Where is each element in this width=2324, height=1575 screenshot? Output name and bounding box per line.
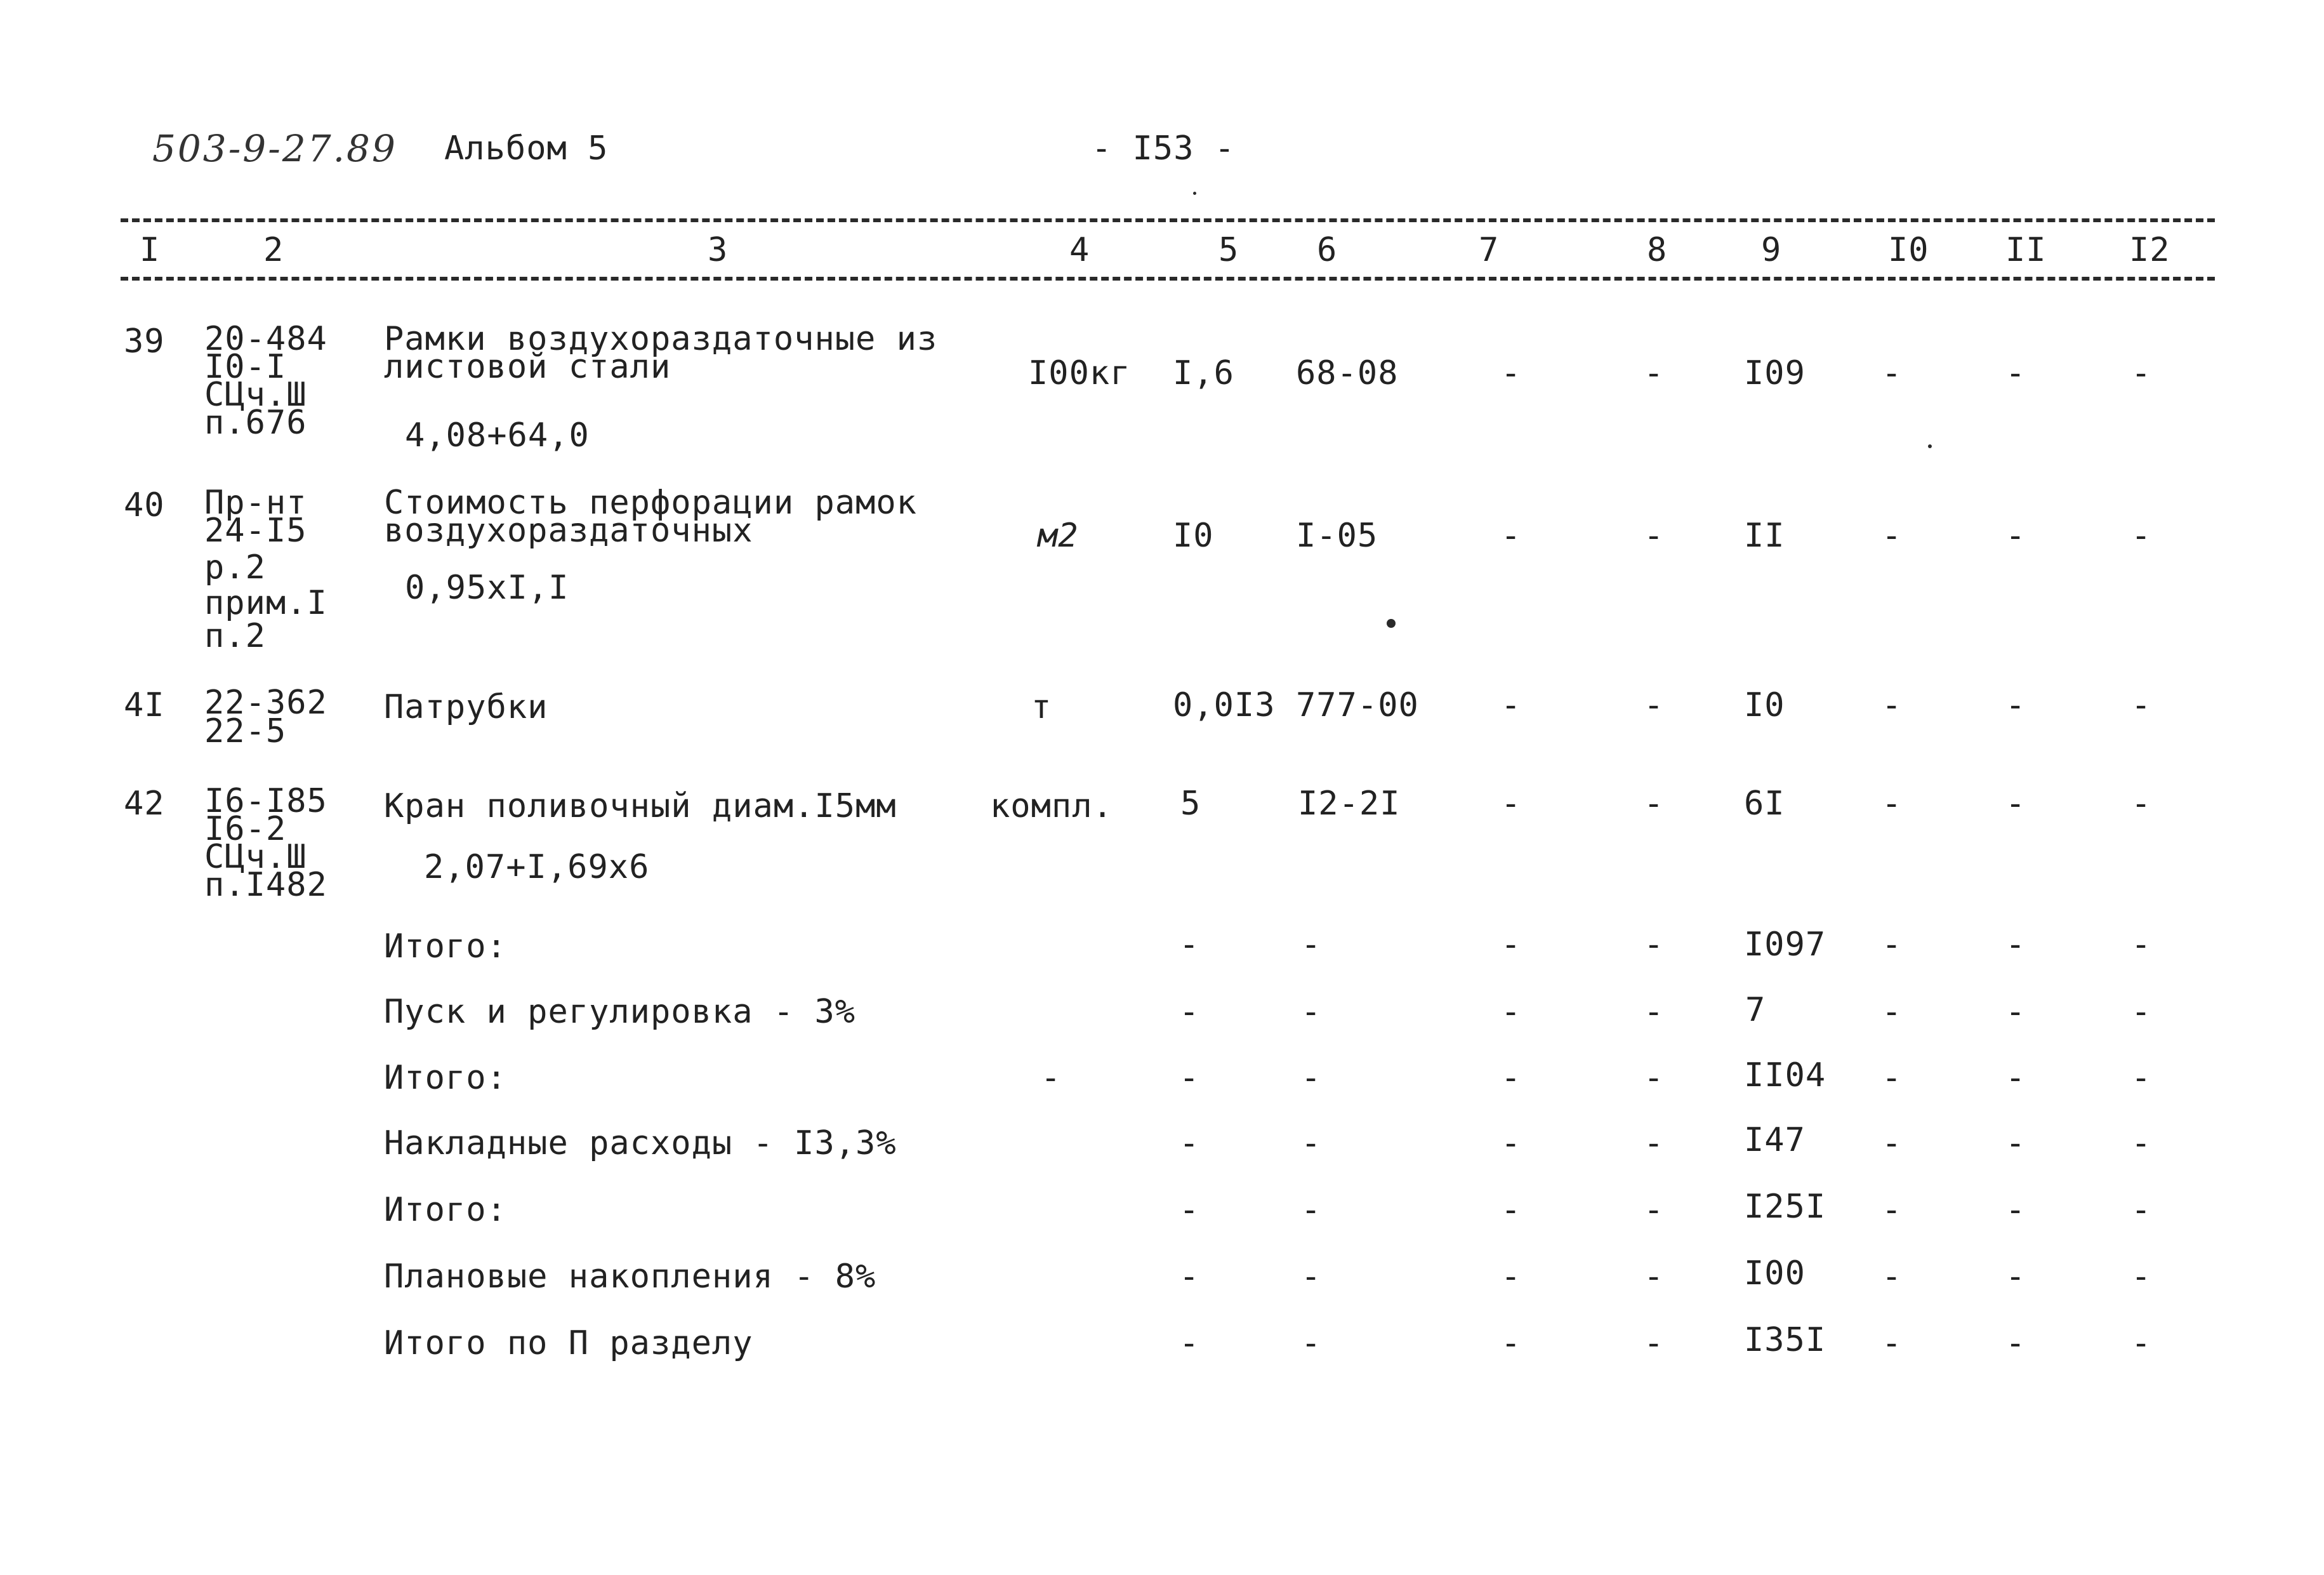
row-col12: - bbox=[2131, 517, 2152, 555]
column-header: 3 bbox=[708, 231, 729, 269]
row-number: 40 bbox=[124, 486, 165, 524]
row-name-line: Стоимость перфорации рамок bbox=[384, 484, 917, 522]
row-col12: - bbox=[2131, 785, 2152, 823]
row-name-line: Рамки воздухораздаточные из bbox=[384, 320, 938, 358]
row-code-line: I0-I bbox=[204, 348, 287, 386]
row-col12: - bbox=[2131, 686, 2152, 724]
summary-col12: - bbox=[2131, 1124, 2152, 1162]
document-code: 503-9-27.89 bbox=[152, 127, 397, 170]
row-code-line: I6-I85 bbox=[204, 782, 327, 820]
row-code-line: I6-2 bbox=[204, 810, 287, 848]
summary-col10: - bbox=[1882, 1191, 1903, 1229]
summary-col4: - bbox=[1041, 1059, 1062, 1097]
album-label: Альбом 5 bbox=[444, 130, 609, 168]
row-name-line: листовой стали bbox=[384, 348, 671, 386]
scan-speck bbox=[1928, 444, 1932, 448]
row-code-line: СЦч.Ш bbox=[204, 376, 307, 414]
row-code-line: 22-362 bbox=[204, 684, 327, 722]
row-col12: - bbox=[2131, 354, 2152, 392]
summary-col11: - bbox=[2005, 1324, 2026, 1362]
summary-col6: - bbox=[1301, 926, 1322, 964]
summary-col9: I35I bbox=[1744, 1321, 1826, 1359]
row-unit: компл. bbox=[990, 787, 1113, 825]
row-code-line: п.2 bbox=[204, 617, 266, 655]
summary-col6: - bbox=[1301, 1324, 1322, 1362]
summary-col11: - bbox=[2005, 993, 2026, 1031]
summary-col7: - bbox=[1501, 1324, 1522, 1362]
summary-col6: - bbox=[1301, 1124, 1322, 1162]
summary-label: Пуск и регулировка - 3% bbox=[384, 993, 856, 1031]
summary-col8: - bbox=[1644, 1124, 1665, 1162]
row-col7: - bbox=[1501, 785, 1522, 823]
summary-col6: - bbox=[1301, 1059, 1322, 1097]
summary-col8: - bbox=[1644, 993, 1665, 1031]
summary-col11: - bbox=[2005, 1191, 2026, 1229]
row-code-line: Пр-нт bbox=[204, 484, 307, 522]
row-quantity: 0,0I3 bbox=[1173, 686, 1276, 724]
row-quantity: 5 bbox=[1180, 785, 1201, 823]
summary-col7: - bbox=[1501, 1059, 1522, 1097]
summary-col12: - bbox=[2131, 993, 2152, 1031]
summary-col9: I47 bbox=[1744, 1121, 1806, 1159]
row-col8: - bbox=[1644, 686, 1665, 724]
summary-col8: - bbox=[1644, 1258, 1665, 1296]
row-col8: - bbox=[1644, 785, 1665, 823]
row-col10: - bbox=[1882, 686, 1903, 724]
summary-col11: - bbox=[2005, 926, 2026, 964]
row-quantity: I0 bbox=[1173, 517, 1214, 555]
summary-col12: - bbox=[2131, 1059, 2152, 1097]
column-header: 5 bbox=[1218, 231, 1239, 269]
summary-col10: - bbox=[1882, 1324, 1903, 1362]
row-price: I-05 bbox=[1296, 517, 1378, 555]
summary-col10: - bbox=[1882, 1258, 1903, 1296]
row-number: 4I bbox=[124, 686, 165, 724]
summary-col9: 7 bbox=[1745, 991, 1766, 1029]
summary-col11: - bbox=[2005, 1124, 2026, 1162]
column-header: 8 bbox=[1647, 231, 1668, 269]
summary-col9: II04 bbox=[1744, 1056, 1826, 1094]
summary-col7: - bbox=[1501, 1191, 1522, 1229]
summary-col9: I097 bbox=[1744, 926, 1826, 964]
summary-col7: - bbox=[1501, 1124, 1522, 1162]
summary-col5: - bbox=[1179, 926, 1200, 964]
row-name-line: Патрубки bbox=[384, 688, 548, 726]
page-number: - I53 - bbox=[1092, 130, 1236, 168]
row-number: 42 bbox=[124, 785, 165, 823]
summary-col12: - bbox=[2131, 1258, 2152, 1296]
row-unit: т bbox=[1031, 688, 1052, 726]
summary-col5: - bbox=[1179, 1258, 1200, 1296]
column-header: 2 bbox=[263, 231, 284, 269]
row-price: 68-08 bbox=[1296, 354, 1399, 392]
summary-col11: - bbox=[2005, 1059, 2026, 1097]
summary-col9: I00 bbox=[1744, 1254, 1806, 1293]
summary-col6: - bbox=[1301, 1191, 1322, 1229]
summary-col5: - bbox=[1179, 1324, 1200, 1362]
scan-speck bbox=[1387, 619, 1396, 628]
column-header: I2 bbox=[2129, 231, 2170, 269]
summary-col10: - bbox=[1882, 926, 1903, 964]
summary-label: Итого: bbox=[384, 1191, 507, 1229]
summary-col12: - bbox=[2131, 1324, 2152, 1362]
column-header: I0 bbox=[1888, 231, 1929, 269]
row-unit: м2 bbox=[1038, 517, 1079, 555]
row-code-line: СЦч.Ш bbox=[204, 838, 307, 876]
row-col7: - bbox=[1501, 354, 1522, 392]
column-header: 9 bbox=[1761, 231, 1782, 269]
row-col11: - bbox=[2005, 686, 2026, 724]
row-code-line: 20-484 bbox=[204, 320, 327, 358]
row-price: 777-00 bbox=[1296, 686, 1419, 724]
row-col8: - bbox=[1644, 517, 1665, 555]
summary-col8: - bbox=[1644, 1324, 1665, 1362]
summary-col11: - bbox=[2005, 1258, 2026, 1296]
summary-col5: - bbox=[1179, 1059, 1200, 1097]
row-col10: - bbox=[1882, 517, 1903, 555]
summary-col10: - bbox=[1882, 1124, 1903, 1162]
summary-col5: - bbox=[1179, 993, 1200, 1031]
column-header: II bbox=[2005, 231, 2047, 269]
row-calculation: 0,95xI,I bbox=[405, 569, 569, 607]
row-code-line: 22-5 bbox=[204, 712, 287, 750]
summary-col12: - bbox=[2131, 926, 2152, 964]
column-header: I bbox=[140, 231, 161, 269]
summary-col7: - bbox=[1501, 926, 1522, 964]
row-col11: - bbox=[2005, 354, 2026, 392]
summary-col8: - bbox=[1644, 1059, 1665, 1097]
row-col9: I09 bbox=[1744, 354, 1806, 392]
summary-col5: - bbox=[1179, 1191, 1200, 1229]
summary-col10: - bbox=[1882, 993, 1903, 1031]
summary-col8: - bbox=[1644, 926, 1665, 964]
summary-label: Плановые накопления - 8% bbox=[384, 1258, 876, 1296]
row-col11: - bbox=[2005, 517, 2026, 555]
summary-col8: - bbox=[1644, 1191, 1665, 1229]
row-name-line: воздухораздаточных bbox=[384, 512, 753, 550]
row-col11: - bbox=[2005, 785, 2026, 823]
summary-col9: I25I bbox=[1744, 1188, 1826, 1226]
row-name-line: Кран поливочный диам.I5мм bbox=[384, 787, 897, 825]
summary-col6: - bbox=[1301, 1258, 1322, 1296]
row-col9: I0 bbox=[1744, 686, 1785, 724]
row-calculation: 4,08+64,0 bbox=[405, 416, 590, 455]
summary-col10: - bbox=[1882, 1059, 1903, 1097]
summary-label: Накладные расходы - I3,3% bbox=[384, 1124, 897, 1162]
row-col8: - bbox=[1644, 354, 1665, 392]
row-unit: I00кг bbox=[1028, 354, 1131, 392]
row-col10: - bbox=[1882, 354, 1903, 392]
row-col9: II bbox=[1744, 517, 1785, 555]
summary-label: Итого: bbox=[384, 1059, 507, 1097]
header-top-rule bbox=[121, 218, 2215, 222]
row-number: 39 bbox=[124, 322, 165, 361]
row-code-line: прим.I bbox=[204, 584, 327, 622]
summary-col7: - bbox=[1501, 1258, 1522, 1296]
row-col7: - bbox=[1501, 686, 1522, 724]
scan-speck bbox=[1193, 192, 1196, 195]
summary-col6: - bbox=[1301, 993, 1322, 1031]
row-col10: - bbox=[1882, 785, 1903, 823]
row-calculation: 2,07+I,69x6 bbox=[424, 848, 650, 886]
column-header: 6 bbox=[1317, 231, 1338, 269]
summary-label: Итого: bbox=[384, 927, 507, 966]
row-code-line: р.2 bbox=[204, 548, 266, 587]
row-code-line: п.I482 bbox=[204, 866, 327, 904]
row-price: I2-2I bbox=[1298, 785, 1401, 823]
row-quantity: I,6 bbox=[1173, 354, 1234, 392]
header-bottom-rule bbox=[121, 277, 2215, 281]
summary-label: Итого по П разделу bbox=[384, 1324, 753, 1362]
row-col7: - bbox=[1501, 517, 1522, 555]
summary-col12: - bbox=[2131, 1191, 2152, 1229]
row-col9: 6I bbox=[1744, 785, 1785, 823]
summary-col7: - bbox=[1501, 993, 1522, 1031]
column-header: 7 bbox=[1479, 231, 1500, 269]
row-code-line: 24-I5 bbox=[204, 512, 307, 550]
summary-col5: - bbox=[1179, 1124, 1200, 1162]
row-code-line: п.676 bbox=[204, 404, 307, 442]
column-header: 4 bbox=[1069, 231, 1090, 269]
